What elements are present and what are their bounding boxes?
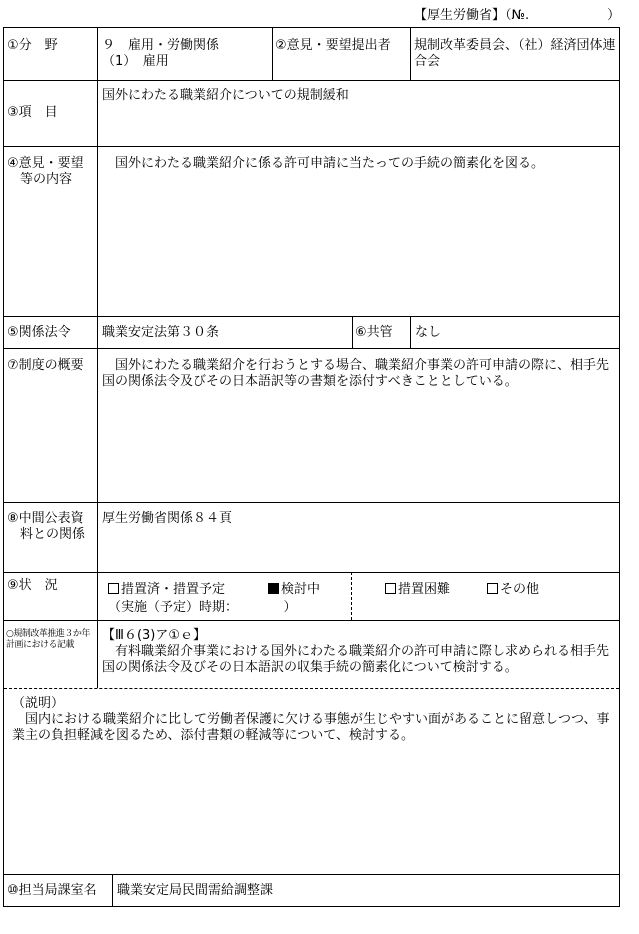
- status-option-under-review[interactable]: 検討中: [268, 578, 320, 597]
- submitter-value: 規制改革委員会、（社）経済団体連合会: [414, 38, 616, 69]
- related-law-value: 職業安定法第３０条: [102, 325, 220, 340]
- checkbox-icon: [108, 583, 119, 594]
- department-label: ⑩担当局課室名: [7, 883, 97, 898]
- request-content-label: ④意見・要望 等の内容: [7, 156, 84, 187]
- department-value: 職業安定局民間需給調整課: [117, 883, 274, 898]
- three-year-plan-label: ○規制改革推進３か年計画における記載: [6, 629, 90, 650]
- checked-checkbox-icon: [268, 583, 279, 594]
- explanation-value: 国内における職業紹介に比して労働者保護に欠ける事態が生じやすい面があることに留意しつつ、事業主の負担軽減を図るため、添付書類の軽減等について、検討する。: [12, 712, 610, 743]
- field-value: ９ 雇用・労働関係 （1） 雇用: [102, 38, 220, 69]
- checkbox-icon: [487, 583, 498, 594]
- status-option-other[interactable]: その他: [487, 578, 539, 597]
- submitter-label: ②意見・要望提出者: [275, 38, 391, 53]
- interim-report-value: 厚生労働省関係８４頁: [102, 511, 233, 526]
- system-outline-label: ⑦制度の概要: [7, 358, 84, 373]
- three-year-plan-value: 有料職業紹介事業における国外にわたる職業紹介の許可申請に際し求められる相手先国の関係法令及びその日本語訳の収集手続の簡素化について検討する。: [102, 644, 610, 675]
- explanation-heading: （説明）: [12, 696, 65, 711]
- related-law-label: ⑤関係法令: [7, 325, 71, 340]
- field-label: ①分 野: [7, 38, 58, 53]
- interim-report-label: ⑧中間公表資 料との関係: [7, 511, 86, 542]
- co-jurisdiction-value: なし: [415, 325, 442, 340]
- status-option-completed[interactable]: 措置済・措置予定: [108, 578, 225, 597]
- status-option-difficult[interactable]: 措置困難: [385, 578, 450, 597]
- three-year-plan-reference: 【Ⅲ６(3)ア①ｅ】: [102, 628, 207, 643]
- item-label: ③項 目: [7, 105, 58, 120]
- item-value: 国外にわたる職業紹介についての規制緩和: [102, 88, 349, 103]
- system-outline-value: 国外にわたる職業紹介を行おうとする場合、職業紹介事業の許可申請の際に、相手先国の関係法令及びその日本語訳等の書類を添付すべきこととしている。: [102, 358, 610, 389]
- checkbox-icon: [385, 583, 396, 594]
- request-content-value: 国外にわたる職業紹介に係る許可申請に当たっての手続の簡素化を図る。: [102, 156, 545, 171]
- ministry-header: 【厚生労働省】（№. ）: [414, 8, 621, 23]
- co-jurisdiction-label: ⑥共管: [355, 325, 393, 340]
- status-label: ⑨状 況: [7, 578, 58, 593]
- implementation-period: （実施（予定）時期： ）: [108, 600, 297, 615]
- request-form: [3, 27, 620, 907]
